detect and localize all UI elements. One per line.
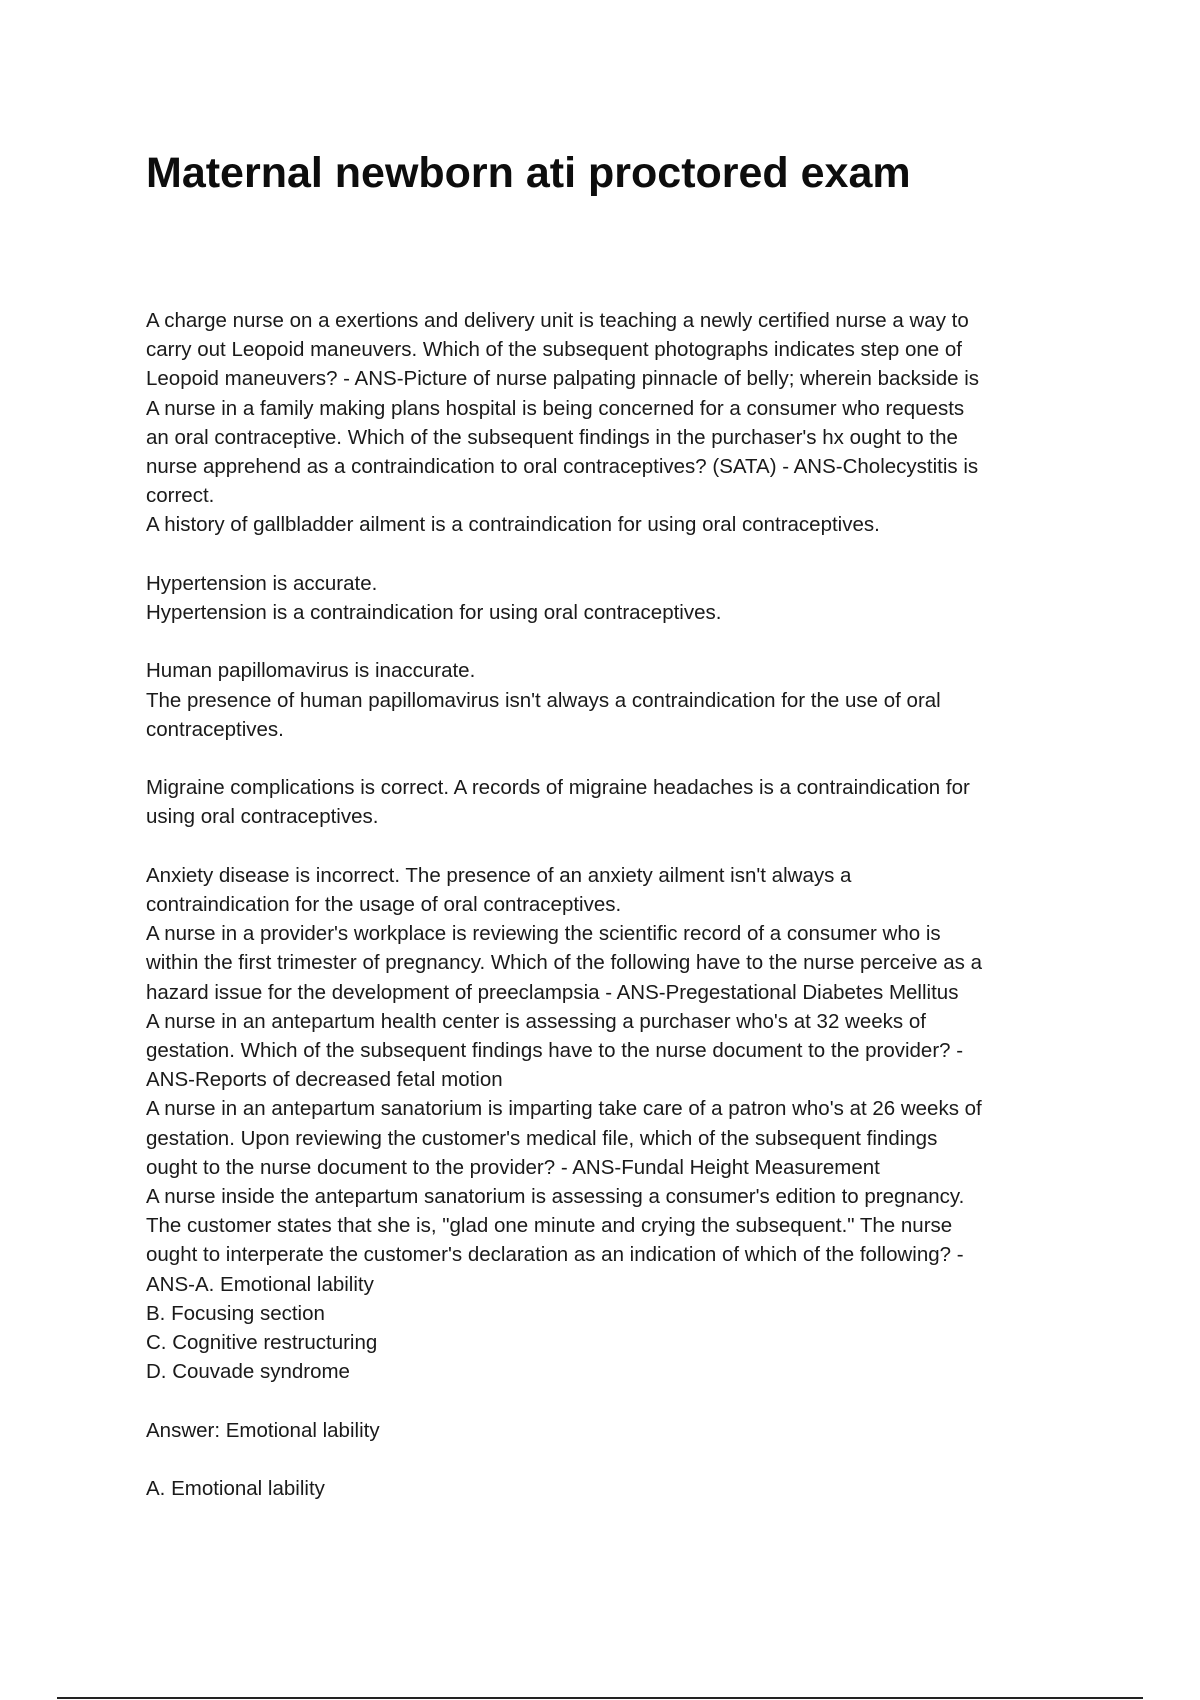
text-line: carry out Leopoid maneuvers. Which of the subsequent photographs indicates step one of <box>146 338 962 362</box>
text-line: Leopoid maneuvers? - ANS-Picture of nurse palpating pinnacle of belly; wherein backside is <box>146 367 980 391</box>
text-line: A nurse inside the antepartum sanatorium is assessing a consumer's edition to pregnancy. <box>146 1185 965 1209</box>
text-line: nurse apprehend as a contraindication to oral contraceptives? (SATA) - ANS-Cholecystitis is <box>146 455 979 479</box>
text-line: A nurse in a provider's workplace is reviewing the scientific record of a consumer who is <box>146 922 941 946</box>
text-line: gestation. Upon reviewing the customer's medical file, which of the subsequent findings <box>146 1126 938 1150</box>
text-line: contraindication for the usage of oral contraceptives. <box>146 893 622 916</box>
text-line: gestation. Which of the subsequent findings have to the nurse document to the provider? - <box>146 1039 964 1063</box>
text-line: The presence of human papillomavirus isn't always a contraindication for the use of oral <box>146 688 941 712</box>
text-line: A history of gallbladder ailment is a contraindication for using oral contraceptives. <box>146 513 880 537</box>
text-line: Human papillomavirus is inaccurate. <box>146 659 476 683</box>
answer-option: A. Emotional lability <box>146 1477 325 1501</box>
paragraph-gap <box>146 627 1076 656</box>
footer-divider <box>57 1697 1143 1699</box>
text-line: A charge nurse on a exertions and delivery unit is teaching a newly certified nurse a way to <box>146 309 969 332</box>
answer-option: D. Couvade syndrome <box>146 1360 350 1384</box>
paragraph-gap <box>146 1445 1076 1474</box>
text-line: The customer states that she is, "glad one minute and crying the subsequent." The nurse <box>146 1214 953 1238</box>
text-line: A nurse in a family making plans hospital is being concerned for a consumer who requests <box>146 396 965 420</box>
text-line: A nurse in an antepartum health center is assessing a purchaser who's at 32 weeks of <box>146 1009 926 1033</box>
text-line: using oral contraceptives. <box>146 805 379 829</box>
answer-option: ANS-A. Emotional lability <box>146 1272 374 1296</box>
answer-option: B. Focusing section <box>146 1301 325 1325</box>
text-line: Anxiety disease is incorrect. The presence of an anxiety ailment isn't always a <box>146 863 852 887</box>
paragraph-gap <box>146 832 1076 861</box>
answer-option: C. Cognitive restructuring <box>146 1331 378 1355</box>
text-line: ought to the nurse document to the provider? - ANS-Fundal Height Measurement <box>146 1155 880 1179</box>
paragraph-gap <box>146 744 1076 773</box>
text-line: Hypertension is accurate. <box>146 571 378 595</box>
text-line: ANS-Reports of decreased fetal motion <box>146 1068 503 1092</box>
text-line: contraceptives. <box>146 717 284 741</box>
paragraph-gap <box>146 1386 1076 1415</box>
text-line: within the first trimester of pregnancy. Which of the following have to the nurse perceive as a <box>146 951 982 975</box>
text-line: an oral contraceptive. Which of the subsequent findings in the purchaser's hx ought to the <box>146 425 958 449</box>
paragraph-gap <box>146 540 1076 569</box>
page-title: Maternal newborn ati proctored exam <box>146 149 911 197</box>
text-line: hazard issue for the development of preeclampsia - ANS-Pregestational Diabetes Mellitus <box>146 980 959 1004</box>
document-body <box>146 306 1076 1503</box>
text-line: correct. <box>146 484 215 508</box>
text-line: A nurse in an antepartum sanatorium is imparting take care of a patron who's at 26 weeks of <box>146 1097 982 1121</box>
text-line: ought to interperate the customer's declaration as an indication of which of the following? - <box>146 1243 964 1267</box>
text-line: Migraine complications is correct. A records of migraine headaches is a contraindication for <box>146 776 970 800</box>
text-line: Hypertension is a contraindication for using oral contraceptives. <box>146 601 722 625</box>
answer-line: Answer: Emotional lability <box>146 1418 380 1442</box>
